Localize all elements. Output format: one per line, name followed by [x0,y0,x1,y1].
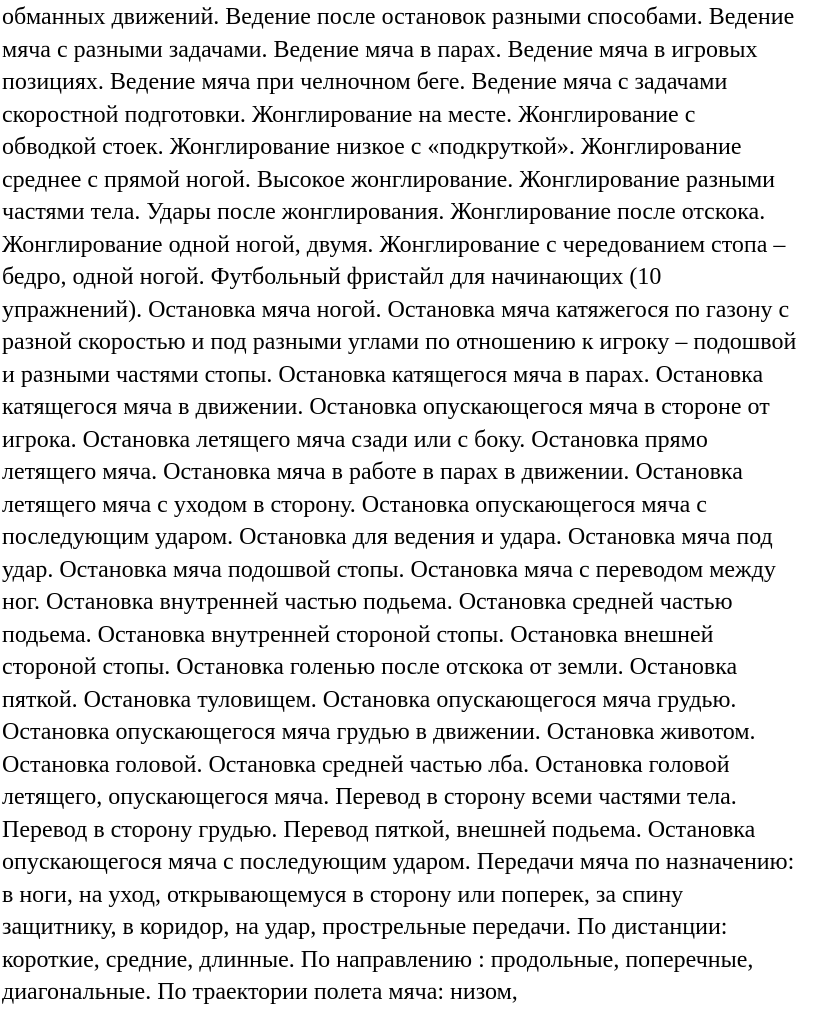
text-line: среднее с прямой ногой. Высокое жонглирование. Жонглирование разными [2,167,776,193]
text-line: обманных движений. Ведение после остановок разными способами. Ведение [2,4,795,30]
text-line: и разными частями стопы. Остановка катящегося мяча в парах. Остановка [2,362,764,388]
text-line: защитнику, в коридор, на удар, прострельные передачи. По дистанции: [2,914,728,940]
text-line: в ноги, на уход, открывающемуся в сторону или поперек, за спину [2,882,684,908]
text-line: бедро, одной ногой. Футбольный фристайл для начинающих (10 [2,264,662,290]
text-line: пяткой. Остановка туловищем. Остановка опускающегося мяча грудью. [2,687,737,713]
text-line: Остановка головой. Остановка средней частью лба. Остановка головой [2,752,730,778]
text-line: катящегося мяча в движении. Остановка опускающегося мяча в стороне от [2,394,770,420]
text-line: упражнений). Остановка мяча ногой. Остановка мяча катяжегося по газону с [2,297,790,323]
text-line: летящего мяча с уходом в сторону. Остановка опускающегося мяча с [2,492,707,518]
text-line: стороной стопы. Остановка голенью после отскока от земли. Остановка [2,654,738,680]
text-line: диагональные. По траектории полета мяча: низом, [2,979,518,1005]
text-line: Жонглирование одной ногой, двумя. Жонглирование с чередованием стопа – [2,232,786,258]
text-line: позициях. Ведение мяча при челночном беге. Ведение мяча с задачами [2,69,728,95]
text-line: короткие, средние, длинные. По направлению : продольные, поперечные, [2,947,754,973]
text-line: подьема. Остановка внутренней стороной стопы. Остановка внешней [2,622,714,648]
text-line: ног. Остановка внутренней частью подьема. Остановка средней частью [2,589,733,615]
text-line: удар. Остановка мяча подошвой стопы. Остановка мяча с переводом между [2,557,776,583]
text-line: летящего, опускающегося мяча. Перевод в сторону всеми частями тела. [2,784,737,810]
text-line: игрока. Остановка летящего мяча сзади или с боку. Остановка прямо [2,427,708,453]
text-line: скоростной подготовки. Жонглирование на месте. Жонглирование с [2,102,696,128]
text-line: летящего мяча. Остановка мяча в работе в парах в движении. Остановка [2,459,743,485]
text-line: мяча с разными задачами. Ведение мяча в парах. Ведение мяча в игровых [2,37,758,63]
text-line: обводкой стоек. Жонглирование низкое с «подкруткой». Жонглирование [2,134,742,160]
text-line: частями тела. Удары после жонглирования. Жонглирование после отскока. [2,199,766,225]
text-line: последующим ударом. Остановка для ведения и удара. Остановка мяча под [2,524,773,550]
text-line: разной скоростью и под разными углами по отношению к игроку – подошвой [2,329,797,355]
text-line: Остановка опускающегося мяча грудью в движении. Остановка животом. [2,719,756,745]
text-line: Перевод в сторону грудью. Перевод пяткой, внешней подьема. Остановка [2,817,756,843]
text-line: опускающегося мяча с последующим ударом. Передачи мяча по назначению: [2,849,795,875]
